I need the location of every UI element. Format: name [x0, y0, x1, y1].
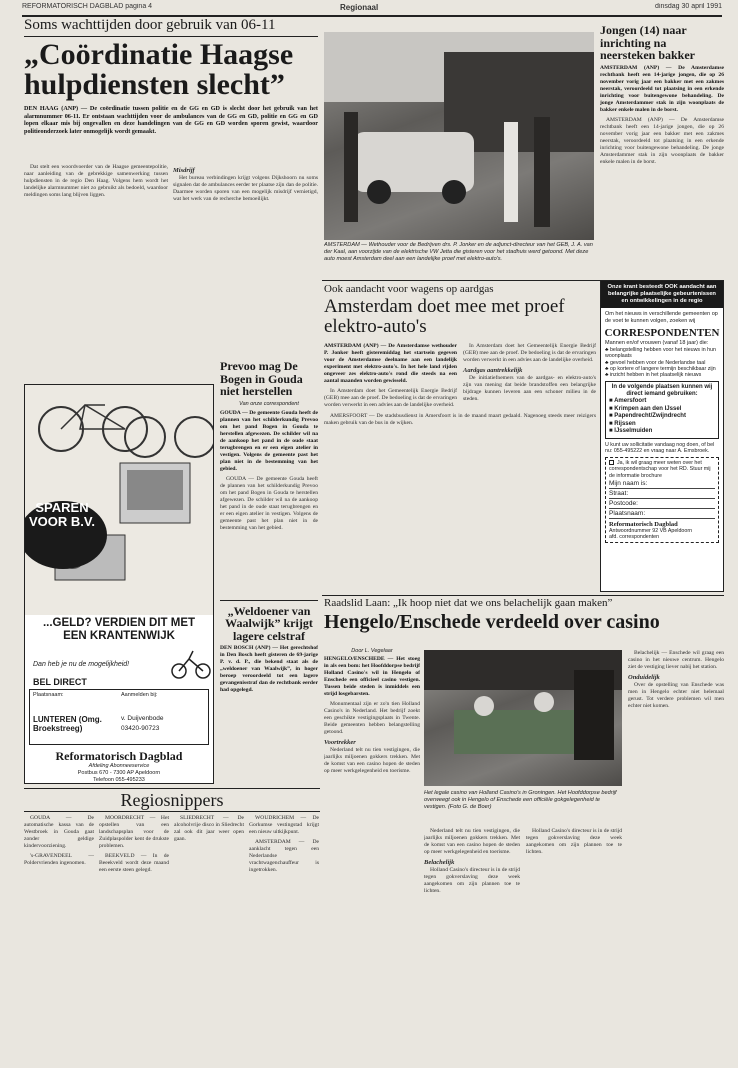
gouda-headline: Prevoo mag De Bogen in Gouda niet herstellen — [220, 360, 303, 398]
section-label: Regionaal — [340, 3, 379, 12]
corr-bullet-2: ♣ gevoel hebben voor de Nederlandse taal — [605, 359, 706, 366]
corr-bullet-1: ♣ belangstelling hebben voor het nieuws in hun woonplaats — [605, 347, 716, 360]
lead-intro: DEN HAAG (ANP) — De coördinatie tussen politie en de GG en GD is slecht door het gebruik van het alarmnummer 06-11. Er ontstaan wachttijden voor de ambulances van de GG en GD, politie en GG en GD lopen elkaar mis bij ongevallen en deze handelingen van de GG en GD worden sporen gewist, waardoor politieonderzoek later onmogelijk wordt gemaakt. — [24, 105, 318, 136]
freepost-dept: afd. correspondenten — [609, 534, 660, 540]
casino-col3 — [526, 828, 622, 1058]
casino-kicker: Raadslid Laan: „Ik hoop niet dat we ons belachelijk gaan maken” — [324, 598, 613, 609]
casino-subhead2: Belachelijk — [424, 859, 455, 866]
regio-item-2: MOORDRECHT — Het opstellen van een landschapsplan voor de Zuidplaspolder kent de drukste problemen. — [99, 815, 169, 850]
sparen-title: SPAREN VOOR B.V. — [29, 500, 95, 529]
gouda-filler: GOUDA — De gemeente Gouda heeft de plannen van het schilderkundig Prevoo om het pand Bogen in Gouda te herstellen afgewezen. De schilder wil na de aankoop het pand in de oude staat terugbrengen en er een eigen atelier in vestigen. Volgens de gemeente past het plan niet in de bestemming van het gebied. — [220, 475, 318, 531]
corr-place-2: ■ Krimpen aan den IJssel — [609, 405, 682, 412]
amersfoort-text: AMERSFOORT — De stadsbusdienst in Amersfoort is in de maand maart gedaald. Nagenoeg steeds meer reizigers maken gebruik van de bus in de wijken. — [324, 413, 596, 427]
correspondenten-ad — [600, 280, 724, 592]
regio-item-6: 's-GRAVENDEEL — Poldervrienden ingenomen. — [24, 853, 94, 867]
bakker-text: AMSTERDAM (ANP) — De Amsterdamse rechtbank heeft een 14-jarige jongen, die op 26 november vorig jaar een bakker met een zakmes neerstak, veroordeeld tot plaatsing in een erkende inrichting voor buitengewone behandeling. De jonge Amsterdammer stak in zijn woonplaats de bakker enkele malen in de borst. — [600, 64, 724, 113]
krantenwijk-ad — [24, 384, 214, 784]
contact-name: v. Duijvenbode — [121, 715, 164, 722]
regio-item-3: SLIEDRECHT — De alcoholvrije disco in Sliedrecht zal ook dit jaar weer open gaan. — [174, 815, 244, 843]
bakker-headline: Jongen (14) naar inrichting na neersteken bakker — [600, 24, 695, 62]
elektro-subhead: Aardgas aantrekkelijk — [463, 367, 523, 375]
place-value: LUNTEREN (Omg. Broekstreeg) — [33, 715, 102, 733]
elektro-kicker: Ook aandacht voor wagens op aardgas — [324, 284, 494, 295]
ad-tel: Telefoon 055-495233 — [93, 777, 145, 783]
corr-title: CORRESPONDENTEN — [604, 327, 720, 339]
lead-body-col1: Dat stelt een woordvoerder van de Haagse gemeentepolitie, naar aanleiding van de gebrekkige samenwerking tussen hulpdiensten in de regio Den Haag. Volgens hem wordt het landelijke alarmnummer niet zo gebruikt als bedoeld, waardoor meldingen soms lang blijven liggen. — [24, 164, 168, 198]
paper-page-label: REFORMATORISCH DAGBLAD pagina 4 — [22, 3, 153, 10]
regio-item-1: GOUDA — De automatische kassa van de Westbroek in Gouda gaat zonder geldige kindervoorziening. — [24, 815, 94, 850]
gouda-text: GOUDA — De gemeente Gouda heeft de plannen van het schilderkundig Prevoo om het pand Bogen in Gouda te herstellen afgewezen. De schilder wil na de aankoop het pand in de oude staat terugbrengen en er een eigen atelier in vestigen. Volgens de gemeente past het plan niet in de bestemming van het gebied. — [220, 409, 318, 472]
corr-bullet-3: ♣ op kortere of langere termijn beschikbaar zijn — [605, 365, 716, 372]
elektro-body2: De initiatiefnemers van de aardgas- en elektro-auto's zijn van mening dat beide brandstoffen een belangrijke bijdrage kunnen leveren aan een schoner milieu in de steden. — [463, 375, 596, 403]
corr-bullet-4: ♣ inzicht hebben in het plaatselijk nieuws — [605, 372, 702, 379]
casino-body-col2: Nederland telt nu tien vestigingen, die jaarlijks miljoenen gokkers trekken. Met de komst van een casino hopen de steden op meer werkgelegenheid en toerisme. — [424, 828, 520, 855]
ad-slogan: Dan heb je nu de mogelijkheid! — [33, 661, 130, 668]
casino-col2 — [424, 828, 520, 1058]
casino-body2: Nederland telt nu tien vestigingen, die jaarlijks miljoenen gokkers trekken. Met de komst van een casino hopen de steden op meer werkgelegenheid en toerisme. — [324, 747, 420, 774]
lead-body-col2: Misdrijf Het bureau verbindingen krijgt volgens Dijkshoorn nu soms signalen dat de ambulances eerder ter plaatse zijn dan de politie. Daarmee worden sporen van een mogelijk misdrijf vernietigd, wat het werk van de recherche bemoeilijkt. — [173, 167, 318, 202]
electric-car-photo — [324, 32, 594, 240]
corr-check-row[interactable]: Ja, ik wil graag meer weten over het correspondentschap voor het RD. Stuur mij de informatie brochure — [609, 460, 711, 479]
bakker-article — [600, 24, 724, 274]
casino-right2: Over de opstelling van Enschede was men in Hengelo echter niet helemaal gerust. Tot verdere problemen wil men echter niet komen. — [628, 682, 724, 709]
corr-lead: Om het nieuws in verschillende gemeenten op de voet te kunnen volgen, zoeken wij — [605, 311, 718, 324]
area-label: Aanmelden bij: — [121, 692, 158, 698]
lead-headline: „Coördinatie Haagse hulpdiensten slecht” — [24, 38, 294, 102]
corr-info: U kunt uw sollicitatie vandaag nog doen, of bel nu: 055-495222 en vraag naar A. Emsbroek. — [605, 441, 715, 454]
date-label: dinsdag 30 april 1991 — [655, 3, 722, 10]
lead-kicker: Soms wachttijden door gebruik van 06-11 — [24, 18, 276, 33]
lead-subhead: Misdrijf — [173, 167, 195, 174]
field-street[interactable]: Straat: — [609, 490, 715, 499]
casino-headline: Hengelo/Enschede verdeeld over casino — [324, 611, 660, 634]
regiosnippers — [24, 788, 320, 1062]
corr-top: Onze krant besteedt OOK aandacht aan belangrijke plaatselijke gebeurtenissen en ontwikkelingen in de regio — [601, 281, 723, 308]
casino-right: Belachelijk — Enschede wil graag een casino in het nieuwe centrum. Hengelo ziet de vestiging liever nabij het station. — [628, 650, 724, 670]
field-name[interactable]: Mijn naam is: — [609, 480, 715, 489]
ad-dept: Afdeling Abonneeservice — [88, 763, 150, 769]
casino-subhead: Voortrekker — [324, 739, 356, 746]
place-label: Plaatsnaam: — [33, 692, 64, 698]
geld-headline: ...GELD? VERDIEN DIT MET EEN KRANTENWIJK — [42, 617, 196, 642]
corr-needed: In de volgende plaatsen kunnen wij direct iemand gebruiken: — [611, 384, 713, 398]
waalwijk-text: DEN BOSCH (ANP) — Het gerechtshof in Den Bosch heeft gisteren de 69-jarige P. v. d. P., die bekend staat als de „weldoener van Waalwijk”, in hoger beroep veroordeeld tot een lagere gevangenisstraf dan de rechtbank eerder had opgelegd. — [220, 645, 318, 693]
gouda-column — [220, 360, 318, 784]
regio-item-7: BEEKVELD — In de Beeekveld wordt deze maand een eerste steen gelegd. — [99, 853, 169, 874]
ad-address: Postbus 670 - 7300 AP Apeldoorn — [77, 770, 161, 776]
corr-place-5: ■ IJsselmuiden — [609, 428, 653, 435]
casino-photo — [424, 650, 622, 786]
casino-caption: Het legale casino van Holland Casino's in Groningen. Het Hoofddorpse bedrijf overweegt ook in Hengelo of Enschede een officiële gokgelegenheid te vestigen. (Foto G. de Boer) — [424, 790, 617, 810]
casino-body-col3: Holland Casino's directeur is in de strijd tegen gokverslaving deze week aangekomen om zijn plannen toe te lichten. — [526, 828, 622, 855]
elektro-intro: AMSTERDAM (ANP) — De Amsterdamse wethouder P. Jonker heeft gisteremiddag het startsein gegeven voor de Amsterdamse deelname aan een landelijk experiment met elektro-auto's. In het hele land rijden ongeveer zes elektro-auto's rond die steeds na een aantal maanden worden gewisseld. — [324, 343, 457, 385]
casino-col1 — [324, 648, 420, 1058]
lead-article — [24, 18, 318, 158]
corr-place-1: ■ Amersfoort — [609, 398, 647, 405]
elektro-article — [324, 284, 596, 584]
freepost-name: Reformatorisch Dagblad — [609, 521, 678, 528]
field-place[interactable]: Plaatsnaam: — [609, 510, 715, 519]
elektro-body-cont: In Amsterdam doet het Gemeentelijk Energie Bedrijf (GEB) mee aan de proef. De bedoeling is dat de ervaringen worden verwerkt in een advies aan de landelijke overheid. — [463, 343, 596, 364]
bakker-filler: AMSTERDAM (ANP) — De Amsterdamse rechtbank heeft een 14-jarige jongen, die op 26 november vorig jaar een bakker met een zakmes neerstak, veroordeeld tot plaatsing in een erkende inrichting voor buitengewone behandeling. De jonge Amsterdammer stak in zijn woonplaats de bakker enkele malen in de borst. — [600, 116, 724, 165]
casino-header — [324, 598, 724, 644]
field-postcode[interactable]: Postcode: — [609, 500, 715, 509]
regio-title: Regiosnippers — [24, 788, 320, 812]
corr-place-4: ■ Rijssen — [609, 420, 636, 427]
casino-byline: Door L. Vegelaar — [351, 648, 393, 654]
casino-intro: HENGELO/ENSCHEDE — Het stoeg in als een bom: het Hoofddorpse bedrijf Holland Casino's wil in Hengelo of Enschede een officieel casino vestigen. Tussen beide steden is inmiddels een strijd losgebarsten. — [324, 656, 420, 697]
corr-sub: Mannen en/of vrouwen (vanaf 18 jaar) die: — [605, 340, 709, 346]
bel-direct: BEL DIRECT — [33, 677, 87, 687]
corr-checkbox[interactable] — [609, 460, 614, 465]
elektro-headline: Amsterdam doet mee met proef elektro-auto's — [324, 296, 565, 338]
corr-place-3: ■ Papendrecht/Zwijndrecht — [609, 413, 686, 420]
contact-phone: 03420-90723 — [121, 725, 160, 732]
regio-item-5: AMSTERDAM — De aanklacht tegen een Nederlandse vrachtwagenchauffeur is ingetrokken. — [249, 839, 319, 874]
casino-col4 — [628, 650, 724, 1058]
gouda-byline: Van onze correspondent — [239, 400, 299, 407]
casino-body: Monumentaal zijn er zo'n tien Holland Casino's in Nederland. Het bedrijf zoekt een geschikte vestigingsplaats in Twente. Beide gemeenten hebben belangstelling getoond. — [324, 701, 420, 735]
casino-body3: Holland Casino's directeur is in de strijd tegen gokverslaving deze week aangekomen om zijn plannen toe te lichten. — [424, 867, 520, 894]
waalwijk-headline: „Weldoener van Waalwijk” krijgt lagere celstraf — [225, 603, 313, 643]
photo-caption: AMSTERDAM — Wethouder voor de Bedrijven drs. P. Jonker en de adjunct-directeur van het GEB, J. A. van der Kaal, aan voorzijde van de elektrische VW Jetta die gisteren voor het stadhuis werd getoond. Met deze auto moest Amsterdam deel aan een landelijke proef met elektro-auto's. — [324, 242, 593, 262]
elektro-body: In Amsterdam doet het Gemeentelijk Energie Bedrijf (GEB) mee aan de proef. De bedoeling is dat de ervaringen worden verwerkt in een advies aan de landelijke overheid. — [324, 388, 457, 409]
ad-paper-name: Reformatorisch Dagblad — [55, 749, 183, 763]
regio-item-4: WOUDRICHEM — De Gorkumse vestingstad krijgt een nieuw uitkijkpunt. — [249, 815, 319, 836]
casino-subhead3: Onduidelijk — [628, 674, 660, 681]
freepost-address: Antwoordnummer 92 VB Apeldoorn — [609, 528, 693, 534]
cyclist-icon — [171, 647, 211, 679]
